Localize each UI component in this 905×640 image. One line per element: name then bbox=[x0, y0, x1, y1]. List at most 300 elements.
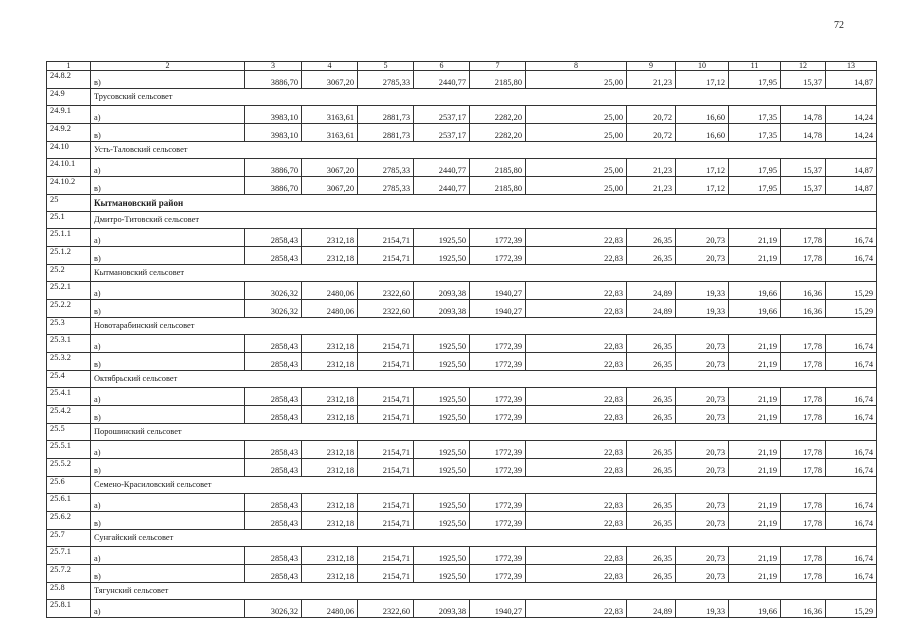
value-cell: 1772,39 bbox=[470, 441, 526, 459]
value-cell: 22,83 bbox=[526, 406, 627, 424]
value-cell: 17,78 bbox=[781, 459, 826, 477]
column-header: 10 bbox=[676, 62, 729, 71]
value-cell: 20,73 bbox=[676, 441, 729, 459]
value-cell: 14,87 bbox=[826, 71, 877, 89]
value-cell: 14,87 bbox=[826, 159, 877, 177]
value-cell: 17,78 bbox=[781, 512, 826, 530]
value-cell: 22,83 bbox=[526, 512, 627, 530]
column-header: 3 bbox=[245, 62, 302, 71]
value-cell: 22,83 bbox=[526, 441, 627, 459]
value-cell: 26,35 bbox=[627, 247, 676, 265]
council-row bbox=[47, 424, 877, 441]
value-cell: 3067,20 bbox=[302, 177, 358, 195]
value-cell: 17,35 bbox=[729, 106, 781, 124]
council-name: Трусовский сельсовет bbox=[91, 89, 877, 106]
value-cell: 2154,71 bbox=[358, 388, 414, 406]
value-cell: 2785,33 bbox=[358, 71, 414, 89]
value-cell: 2154,71 bbox=[358, 512, 414, 530]
value-cell: 26,35 bbox=[627, 353, 676, 371]
council-name: Дмитро-Титовский сельсовет bbox=[91, 212, 877, 229]
value-cell: 25,00 bbox=[526, 71, 627, 89]
row-variant: в) bbox=[91, 71, 245, 89]
tariff-table bbox=[46, 61, 877, 618]
table-row bbox=[47, 106, 877, 124]
value-cell: 2312,18 bbox=[302, 512, 358, 530]
value-cell: 1772,39 bbox=[470, 565, 526, 583]
value-cell: 1772,39 bbox=[470, 247, 526, 265]
value-cell: 2154,71 bbox=[358, 229, 414, 247]
council-name: Усть-Таловский сельсовет bbox=[91, 142, 877, 159]
value-cell: 2858,43 bbox=[245, 353, 302, 371]
value-cell: 26,35 bbox=[627, 565, 676, 583]
section-code: 24.10 bbox=[47, 142, 91, 159]
value-cell: 2093,38 bbox=[414, 282, 470, 300]
council-name: Кытмановский сельсовет bbox=[91, 265, 877, 282]
council-name: Тягунский сельсовет bbox=[91, 583, 877, 600]
table-row bbox=[47, 335, 877, 353]
value-cell: 3067,20 bbox=[302, 159, 358, 177]
council-name: Сунгайский сельсовет bbox=[91, 530, 877, 547]
section-code: 25.3 bbox=[47, 318, 91, 335]
row-variant: а) bbox=[91, 441, 245, 459]
section-code: 25.2 bbox=[47, 265, 91, 282]
table-row bbox=[47, 459, 877, 477]
row-code: 25.2.2 bbox=[47, 300, 91, 318]
value-cell: 22,83 bbox=[526, 600, 627, 618]
table-row bbox=[47, 406, 877, 424]
table-row bbox=[47, 547, 877, 565]
value-cell: 26,35 bbox=[627, 512, 676, 530]
value-cell: 1772,39 bbox=[470, 512, 526, 530]
value-cell: 2480,06 bbox=[302, 600, 358, 618]
value-cell: 26,35 bbox=[627, 459, 676, 477]
row-code: 24.9.2 bbox=[47, 124, 91, 142]
council-row bbox=[47, 583, 877, 600]
council-row bbox=[47, 142, 877, 159]
value-cell: 2154,71 bbox=[358, 565, 414, 583]
value-cell: 17,78 bbox=[781, 388, 826, 406]
value-cell: 1772,39 bbox=[470, 335, 526, 353]
section-code: 25.8 bbox=[47, 583, 91, 600]
value-cell: 2312,18 bbox=[302, 494, 358, 512]
value-cell: 2282,20 bbox=[470, 124, 526, 142]
column-header: 6 bbox=[414, 62, 470, 71]
row-variant: а) bbox=[91, 229, 245, 247]
value-cell: 1925,50 bbox=[414, 441, 470, 459]
value-cell: 19,66 bbox=[729, 282, 781, 300]
table-row bbox=[47, 229, 877, 247]
value-cell: 20,72 bbox=[627, 124, 676, 142]
column-header: 1 bbox=[47, 62, 91, 71]
row-variant: в) bbox=[91, 406, 245, 424]
row-code: 24.10.1 bbox=[47, 159, 91, 177]
column-header: 2 bbox=[91, 62, 245, 71]
value-cell: 2185,80 bbox=[470, 71, 526, 89]
value-cell: 15,29 bbox=[826, 300, 877, 318]
value-cell: 2322,60 bbox=[358, 600, 414, 618]
value-cell: 2881,73 bbox=[358, 124, 414, 142]
value-cell: 2858,43 bbox=[245, 406, 302, 424]
column-header: 11 bbox=[729, 62, 781, 71]
table-row bbox=[47, 177, 877, 195]
value-cell: 2537,17 bbox=[414, 106, 470, 124]
value-cell: 17,78 bbox=[781, 441, 826, 459]
section-code: 25 bbox=[47, 195, 91, 212]
value-cell: 21,19 bbox=[729, 406, 781, 424]
value-cell: 19,33 bbox=[676, 600, 729, 618]
value-cell: 21,19 bbox=[729, 565, 781, 583]
value-cell: 16,74 bbox=[826, 494, 877, 512]
value-cell: 2440,77 bbox=[414, 71, 470, 89]
value-cell: 17,95 bbox=[729, 177, 781, 195]
row-code: 25.7.1 bbox=[47, 547, 91, 565]
column-header: 13 bbox=[826, 62, 877, 71]
value-cell: 1925,50 bbox=[414, 247, 470, 265]
value-cell: 3026,32 bbox=[245, 300, 302, 318]
value-cell: 1772,39 bbox=[470, 388, 526, 406]
value-cell: 2322,60 bbox=[358, 282, 414, 300]
row-variant: в) bbox=[91, 353, 245, 371]
value-cell: 1925,50 bbox=[414, 494, 470, 512]
row-variant: а) bbox=[91, 106, 245, 124]
value-cell: 17,12 bbox=[676, 159, 729, 177]
value-cell: 16,74 bbox=[826, 335, 877, 353]
row-code: 25.8.1 bbox=[47, 600, 91, 618]
value-cell: 2322,60 bbox=[358, 300, 414, 318]
table-row bbox=[47, 159, 877, 177]
value-cell: 2312,18 bbox=[302, 565, 358, 583]
value-cell: 2858,43 bbox=[245, 247, 302, 265]
value-cell: 16,60 bbox=[676, 124, 729, 142]
value-cell: 25,00 bbox=[526, 106, 627, 124]
value-cell: 3163,61 bbox=[302, 124, 358, 142]
district-name: Кытмановский район bbox=[91, 195, 877, 212]
header-row bbox=[47, 62, 877, 71]
row-code: 24.10.2 bbox=[47, 177, 91, 195]
row-variant: в) bbox=[91, 177, 245, 195]
value-cell: 17,95 bbox=[729, 159, 781, 177]
value-cell: 21,19 bbox=[729, 512, 781, 530]
value-cell: 20,73 bbox=[676, 247, 729, 265]
value-cell: 20,73 bbox=[676, 335, 729, 353]
value-cell: 1772,39 bbox=[470, 459, 526, 477]
value-cell: 22,83 bbox=[526, 547, 627, 565]
value-cell: 2154,71 bbox=[358, 335, 414, 353]
value-cell: 17,78 bbox=[781, 565, 826, 583]
row-code: 25.5.2 bbox=[47, 459, 91, 477]
value-cell: 2858,43 bbox=[245, 565, 302, 583]
value-cell: 2093,38 bbox=[414, 300, 470, 318]
value-cell: 25,00 bbox=[526, 177, 627, 195]
table-row bbox=[47, 282, 877, 300]
value-cell: 26,35 bbox=[627, 229, 676, 247]
value-cell: 22,83 bbox=[526, 388, 627, 406]
section-code: 25.6 bbox=[47, 477, 91, 494]
value-cell: 22,83 bbox=[526, 300, 627, 318]
value-cell: 1925,50 bbox=[414, 388, 470, 406]
value-cell: 17,78 bbox=[781, 353, 826, 371]
value-cell: 2858,43 bbox=[245, 459, 302, 477]
table-row bbox=[47, 441, 877, 459]
value-cell: 1772,39 bbox=[470, 406, 526, 424]
column-header: 4 bbox=[302, 62, 358, 71]
value-cell: 22,83 bbox=[526, 229, 627, 247]
value-cell: 17,78 bbox=[781, 547, 826, 565]
value-cell: 16,74 bbox=[826, 565, 877, 583]
value-cell: 16,74 bbox=[826, 459, 877, 477]
value-cell: 21,23 bbox=[627, 159, 676, 177]
value-cell: 26,35 bbox=[627, 388, 676, 406]
value-cell: 1925,50 bbox=[414, 512, 470, 530]
value-cell: 20,73 bbox=[676, 353, 729, 371]
value-cell: 14,87 bbox=[826, 177, 877, 195]
value-cell: 17,78 bbox=[781, 494, 826, 512]
section-code: 25.1 bbox=[47, 212, 91, 229]
value-cell: 3886,70 bbox=[245, 71, 302, 89]
value-cell: 1940,27 bbox=[470, 282, 526, 300]
value-cell: 2312,18 bbox=[302, 335, 358, 353]
value-cell: 25,00 bbox=[526, 159, 627, 177]
table-row bbox=[47, 247, 877, 265]
value-cell: 20,72 bbox=[627, 106, 676, 124]
value-cell: 2312,18 bbox=[302, 441, 358, 459]
value-cell: 1925,50 bbox=[414, 335, 470, 353]
value-cell: 1925,50 bbox=[414, 406, 470, 424]
row-code: 25.6.2 bbox=[47, 512, 91, 530]
value-cell: 1925,50 bbox=[414, 547, 470, 565]
row-variant: а) bbox=[91, 494, 245, 512]
value-cell: 16,36 bbox=[781, 300, 826, 318]
value-cell: 2858,43 bbox=[245, 388, 302, 406]
council-name: Октябрьский сельсовет bbox=[91, 371, 877, 388]
value-cell: 19,33 bbox=[676, 300, 729, 318]
row-variant: а) bbox=[91, 335, 245, 353]
value-cell: 2440,77 bbox=[414, 177, 470, 195]
value-cell: 15,37 bbox=[781, 177, 826, 195]
value-cell: 22,83 bbox=[526, 459, 627, 477]
value-cell: 15,37 bbox=[781, 71, 826, 89]
value-cell: 16,74 bbox=[826, 441, 877, 459]
value-cell: 1772,39 bbox=[470, 229, 526, 247]
value-cell: 2312,18 bbox=[302, 229, 358, 247]
value-cell: 17,78 bbox=[781, 247, 826, 265]
value-cell: 2312,18 bbox=[302, 388, 358, 406]
value-cell: 16,36 bbox=[781, 282, 826, 300]
column-header: 12 bbox=[781, 62, 826, 71]
value-cell: 16,74 bbox=[826, 547, 877, 565]
value-cell: 1772,39 bbox=[470, 494, 526, 512]
value-cell: 16,74 bbox=[826, 512, 877, 530]
table-row bbox=[47, 124, 877, 142]
value-cell: 22,83 bbox=[526, 247, 627, 265]
row-variant: в) bbox=[91, 512, 245, 530]
value-cell: 3163,61 bbox=[302, 106, 358, 124]
value-cell: 20,73 bbox=[676, 565, 729, 583]
value-cell: 2858,43 bbox=[245, 229, 302, 247]
value-cell: 21,19 bbox=[729, 388, 781, 406]
value-cell: 21,19 bbox=[729, 459, 781, 477]
value-cell: 24,89 bbox=[627, 300, 676, 318]
value-cell: 20,73 bbox=[676, 229, 729, 247]
value-cell: 16,74 bbox=[826, 247, 877, 265]
row-variant: а) bbox=[91, 159, 245, 177]
value-cell: 2480,06 bbox=[302, 282, 358, 300]
value-cell: 24,89 bbox=[627, 600, 676, 618]
value-cell: 14,24 bbox=[826, 124, 877, 142]
value-cell: 2282,20 bbox=[470, 106, 526, 124]
value-cell: 16,36 bbox=[781, 600, 826, 618]
row-code: 25.6.1 bbox=[47, 494, 91, 512]
row-variant: в) bbox=[91, 300, 245, 318]
value-cell: 17,12 bbox=[676, 71, 729, 89]
value-cell: 2154,71 bbox=[358, 406, 414, 424]
value-cell: 2537,17 bbox=[414, 124, 470, 142]
value-cell: 14,24 bbox=[826, 106, 877, 124]
council-row bbox=[47, 530, 877, 547]
table-row bbox=[47, 353, 877, 371]
value-cell: 15,37 bbox=[781, 159, 826, 177]
value-cell: 1925,50 bbox=[414, 229, 470, 247]
value-cell: 21,23 bbox=[627, 177, 676, 195]
value-cell: 2185,80 bbox=[470, 177, 526, 195]
row-code: 25.3.2 bbox=[47, 353, 91, 371]
table-row bbox=[47, 300, 877, 318]
value-cell: 21,19 bbox=[729, 335, 781, 353]
value-cell: 3983,10 bbox=[245, 106, 302, 124]
value-cell: 17,12 bbox=[676, 177, 729, 195]
value-cell: 2858,43 bbox=[245, 494, 302, 512]
value-cell: 24,89 bbox=[627, 282, 676, 300]
council-name: Семено-Красиловский сельсовет bbox=[91, 477, 877, 494]
value-cell: 20,73 bbox=[676, 388, 729, 406]
council-row bbox=[47, 371, 877, 388]
table-row bbox=[47, 494, 877, 512]
table-row bbox=[47, 565, 877, 583]
value-cell: 26,35 bbox=[627, 494, 676, 512]
value-cell: 20,73 bbox=[676, 512, 729, 530]
table-row bbox=[47, 71, 877, 89]
value-cell: 15,29 bbox=[826, 282, 877, 300]
section-code: 24.9 bbox=[47, 89, 91, 106]
value-cell: 2154,71 bbox=[358, 247, 414, 265]
council-row bbox=[47, 265, 877, 282]
row-variant: а) bbox=[91, 388, 245, 406]
row-variant: в) bbox=[91, 124, 245, 142]
row-code: 25.7.2 bbox=[47, 565, 91, 583]
row-variant: в) bbox=[91, 459, 245, 477]
value-cell: 26,35 bbox=[627, 547, 676, 565]
value-cell: 21,19 bbox=[729, 494, 781, 512]
value-cell: 2185,80 bbox=[470, 159, 526, 177]
value-cell: 2858,43 bbox=[245, 441, 302, 459]
council-name: Порошинский сельсовет bbox=[91, 424, 877, 441]
value-cell: 20,73 bbox=[676, 494, 729, 512]
value-cell: 3026,32 bbox=[245, 600, 302, 618]
value-cell: 19,66 bbox=[729, 300, 781, 318]
value-cell: 22,83 bbox=[526, 494, 627, 512]
value-cell: 14,78 bbox=[781, 106, 826, 124]
council-row bbox=[47, 318, 877, 335]
row-variant: в) bbox=[91, 565, 245, 583]
value-cell: 21,19 bbox=[729, 353, 781, 371]
council-row bbox=[47, 477, 877, 494]
value-cell: 2785,33 bbox=[358, 177, 414, 195]
value-cell: 1940,27 bbox=[470, 300, 526, 318]
row-code: 25.1.2 bbox=[47, 247, 91, 265]
value-cell: 15,29 bbox=[826, 600, 877, 618]
council-row bbox=[47, 89, 877, 106]
value-cell: 21,19 bbox=[729, 229, 781, 247]
value-cell: 16,74 bbox=[826, 229, 877, 247]
row-code: 25.5.1 bbox=[47, 441, 91, 459]
value-cell: 1940,27 bbox=[470, 600, 526, 618]
row-code: 24.9.1 bbox=[47, 106, 91, 124]
value-cell: 16,74 bbox=[826, 406, 877, 424]
column-header: 5 bbox=[358, 62, 414, 71]
value-cell: 2858,43 bbox=[245, 335, 302, 353]
value-cell: 3067,20 bbox=[302, 71, 358, 89]
value-cell: 16,74 bbox=[826, 388, 877, 406]
value-cell: 2312,18 bbox=[302, 547, 358, 565]
section-code: 25.4 bbox=[47, 371, 91, 388]
district-row bbox=[47, 195, 877, 212]
row-code: 25.1.1 bbox=[47, 229, 91, 247]
row-code: 25.3.1 bbox=[47, 335, 91, 353]
value-cell: 21,19 bbox=[729, 441, 781, 459]
value-cell: 2312,18 bbox=[302, 459, 358, 477]
value-cell: 3983,10 bbox=[245, 124, 302, 142]
value-cell: 2312,18 bbox=[302, 247, 358, 265]
row-variant: а) bbox=[91, 282, 245, 300]
row-code: 25.4.2 bbox=[47, 406, 91, 424]
value-cell: 26,35 bbox=[627, 441, 676, 459]
value-cell: 2440,77 bbox=[414, 159, 470, 177]
value-cell: 17,78 bbox=[781, 335, 826, 353]
page-number: 72 bbox=[834, 20, 844, 31]
value-cell: 1772,39 bbox=[470, 547, 526, 565]
value-cell: 2154,71 bbox=[358, 494, 414, 512]
table-body bbox=[47, 62, 877, 618]
column-header: 8 bbox=[526, 62, 627, 71]
value-cell: 22,83 bbox=[526, 565, 627, 583]
council-row bbox=[47, 212, 877, 229]
value-cell: 2154,71 bbox=[358, 353, 414, 371]
value-cell: 20,73 bbox=[676, 459, 729, 477]
row-variant: а) bbox=[91, 547, 245, 565]
value-cell: 20,73 bbox=[676, 406, 729, 424]
value-cell: 19,33 bbox=[676, 282, 729, 300]
value-cell: 17,78 bbox=[781, 406, 826, 424]
row-code: 24.8.2 bbox=[47, 71, 91, 89]
value-cell: 2154,71 bbox=[358, 441, 414, 459]
value-cell: 1925,50 bbox=[414, 565, 470, 583]
value-cell: 2785,33 bbox=[358, 159, 414, 177]
value-cell: 21,19 bbox=[729, 547, 781, 565]
value-cell: 2312,18 bbox=[302, 406, 358, 424]
value-cell: 16,60 bbox=[676, 106, 729, 124]
value-cell: 1925,50 bbox=[414, 459, 470, 477]
value-cell: 22,83 bbox=[526, 335, 627, 353]
value-cell: 2093,38 bbox=[414, 600, 470, 618]
value-cell: 2154,71 bbox=[358, 547, 414, 565]
value-cell: 22,83 bbox=[526, 353, 627, 371]
value-cell: 3886,70 bbox=[245, 177, 302, 195]
column-header: 9 bbox=[627, 62, 676, 71]
row-code: 25.2.1 bbox=[47, 282, 91, 300]
value-cell: 17,95 bbox=[729, 71, 781, 89]
value-cell: 2858,43 bbox=[245, 547, 302, 565]
value-cell: 26,35 bbox=[627, 406, 676, 424]
